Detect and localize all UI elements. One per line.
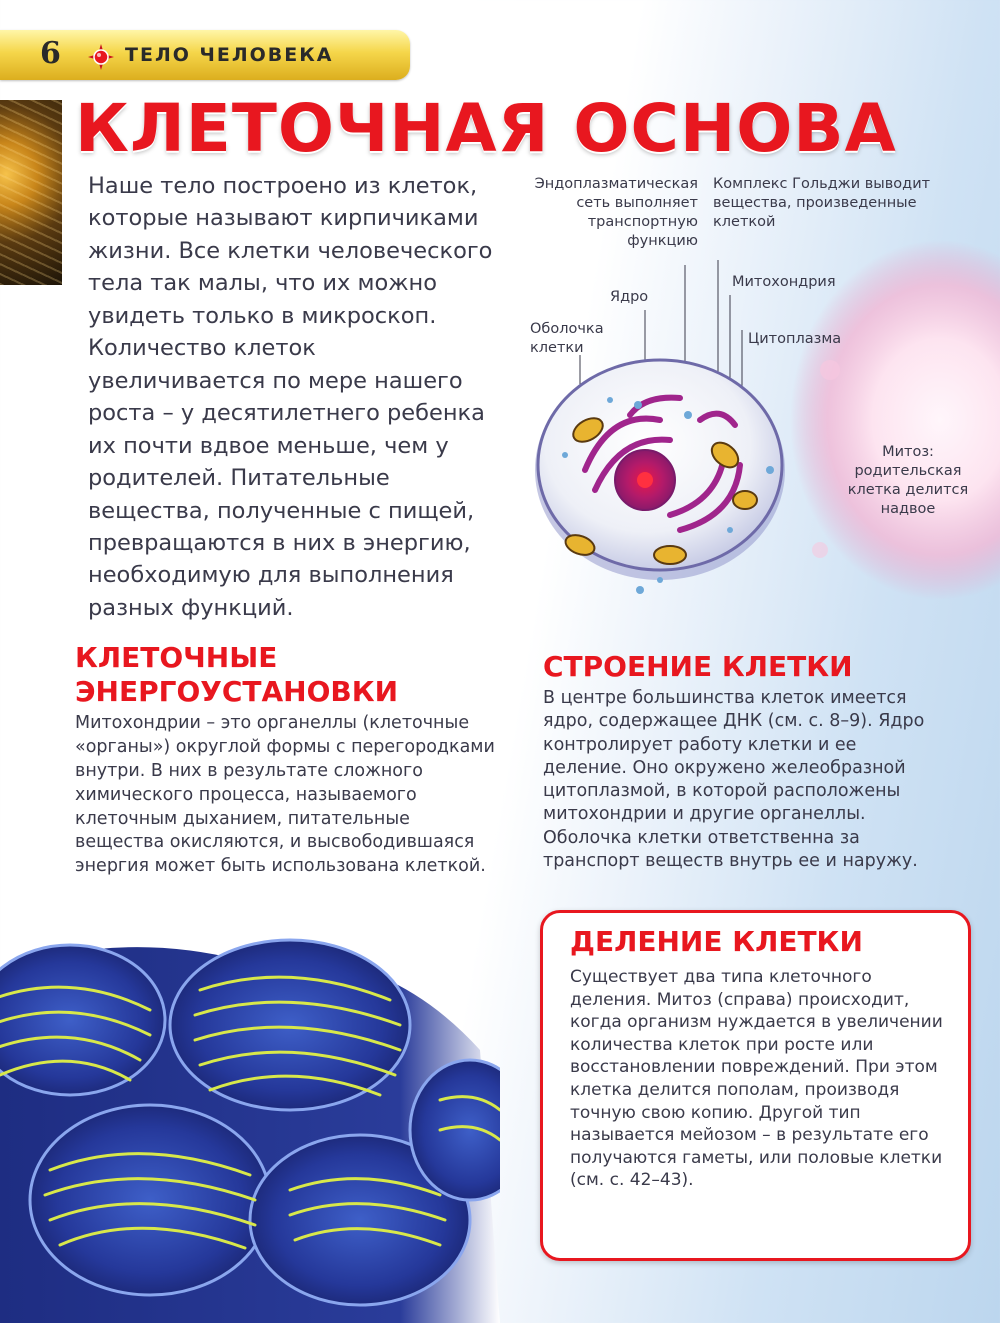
label-endoplasmic-reticulum: Эндоплазматическая сеть выполняет транспортную функцию <box>534 176 698 249</box>
compass-badge-icon <box>88 44 114 70</box>
division-heading: ДЕЛЕНИЕ КЛЕТКИ <box>570 925 863 958</box>
section-name: ТЕЛО ЧЕЛОВЕКА <box>125 44 334 66</box>
division-text: Существует два типа клеточного деления. Митоз (справа) происходит, когда организм нуждается в увеличении количества клеток при росте или восстановлении повреждений. При этом клетка делится пополам, производя точную свою копию. Другой тип называется мейозом – в результате его получаются гаметы, или половые клетки (см. с. 42–43). <box>570 967 943 1191</box>
label-nucleus: Ядро <box>610 289 649 305</box>
label-golgi: Комплекс Гольджи выводит вещества, произведенные клеткой <box>713 176 931 230</box>
label-cytoplasm: Цитоплазма <box>748 331 842 347</box>
label-mitosis: Митоз: родительская клетка делится надвое <box>847 444 969 517</box>
label-mitochondria: Митохондрия <box>732 274 836 290</box>
page-title: КЛЕТОЧНАЯ ОСНОВА <box>75 90 897 167</box>
structure-text: В центре большинства клеток имеется ядро, содержащее ДНК (см. с. 8–9). Ядро контролирует работу клетки и ее деление. Оно окружено желеобразной цитоплазмой, в которой расположены митохондрии и другие органеллы. Оболочка клетки ответственна за транспорт веществ внутрь ее и наружу. <box>543 688 925 871</box>
label-membrane: Оболочка клетки <box>530 321 604 356</box>
energy-text: Митохондрии – это органеллы (клеточные «органы») округлой формы с перегородками внутри. В них в результате сложного химического процесса, называемого клеточным дыханием, питательные вещества окисляются, и высвободившаяся энергия может быть использована клеткой. <box>75 713 495 877</box>
intro-text: Наше тело построено из клеток, которые называют кирпичиками жизни. Все клетки человеческого тела так малы, что их можно увидеть только в микроскоп. Количество клеток увеличивается по мере нашего роста – у десятилетнего ребенка их почти вдвое меньше, чем у родителей. Питательные вещества, полученные с пищей, превращаются в них в энергию, необходимую для выполнения разных функций. <box>88 173 493 621</box>
page-number: 6 <box>40 36 61 71</box>
energy-heading: КЛЕТОЧНЫЕ ЭНЕРГОУСТАНОВКИ <box>75 641 399 709</box>
corner-cell-photo <box>0 100 62 285</box>
mitochondria-micrograph <box>0 930 500 1323</box>
structure-heading: СТРОЕНИЕ КЛЕТКИ <box>543 650 853 683</box>
